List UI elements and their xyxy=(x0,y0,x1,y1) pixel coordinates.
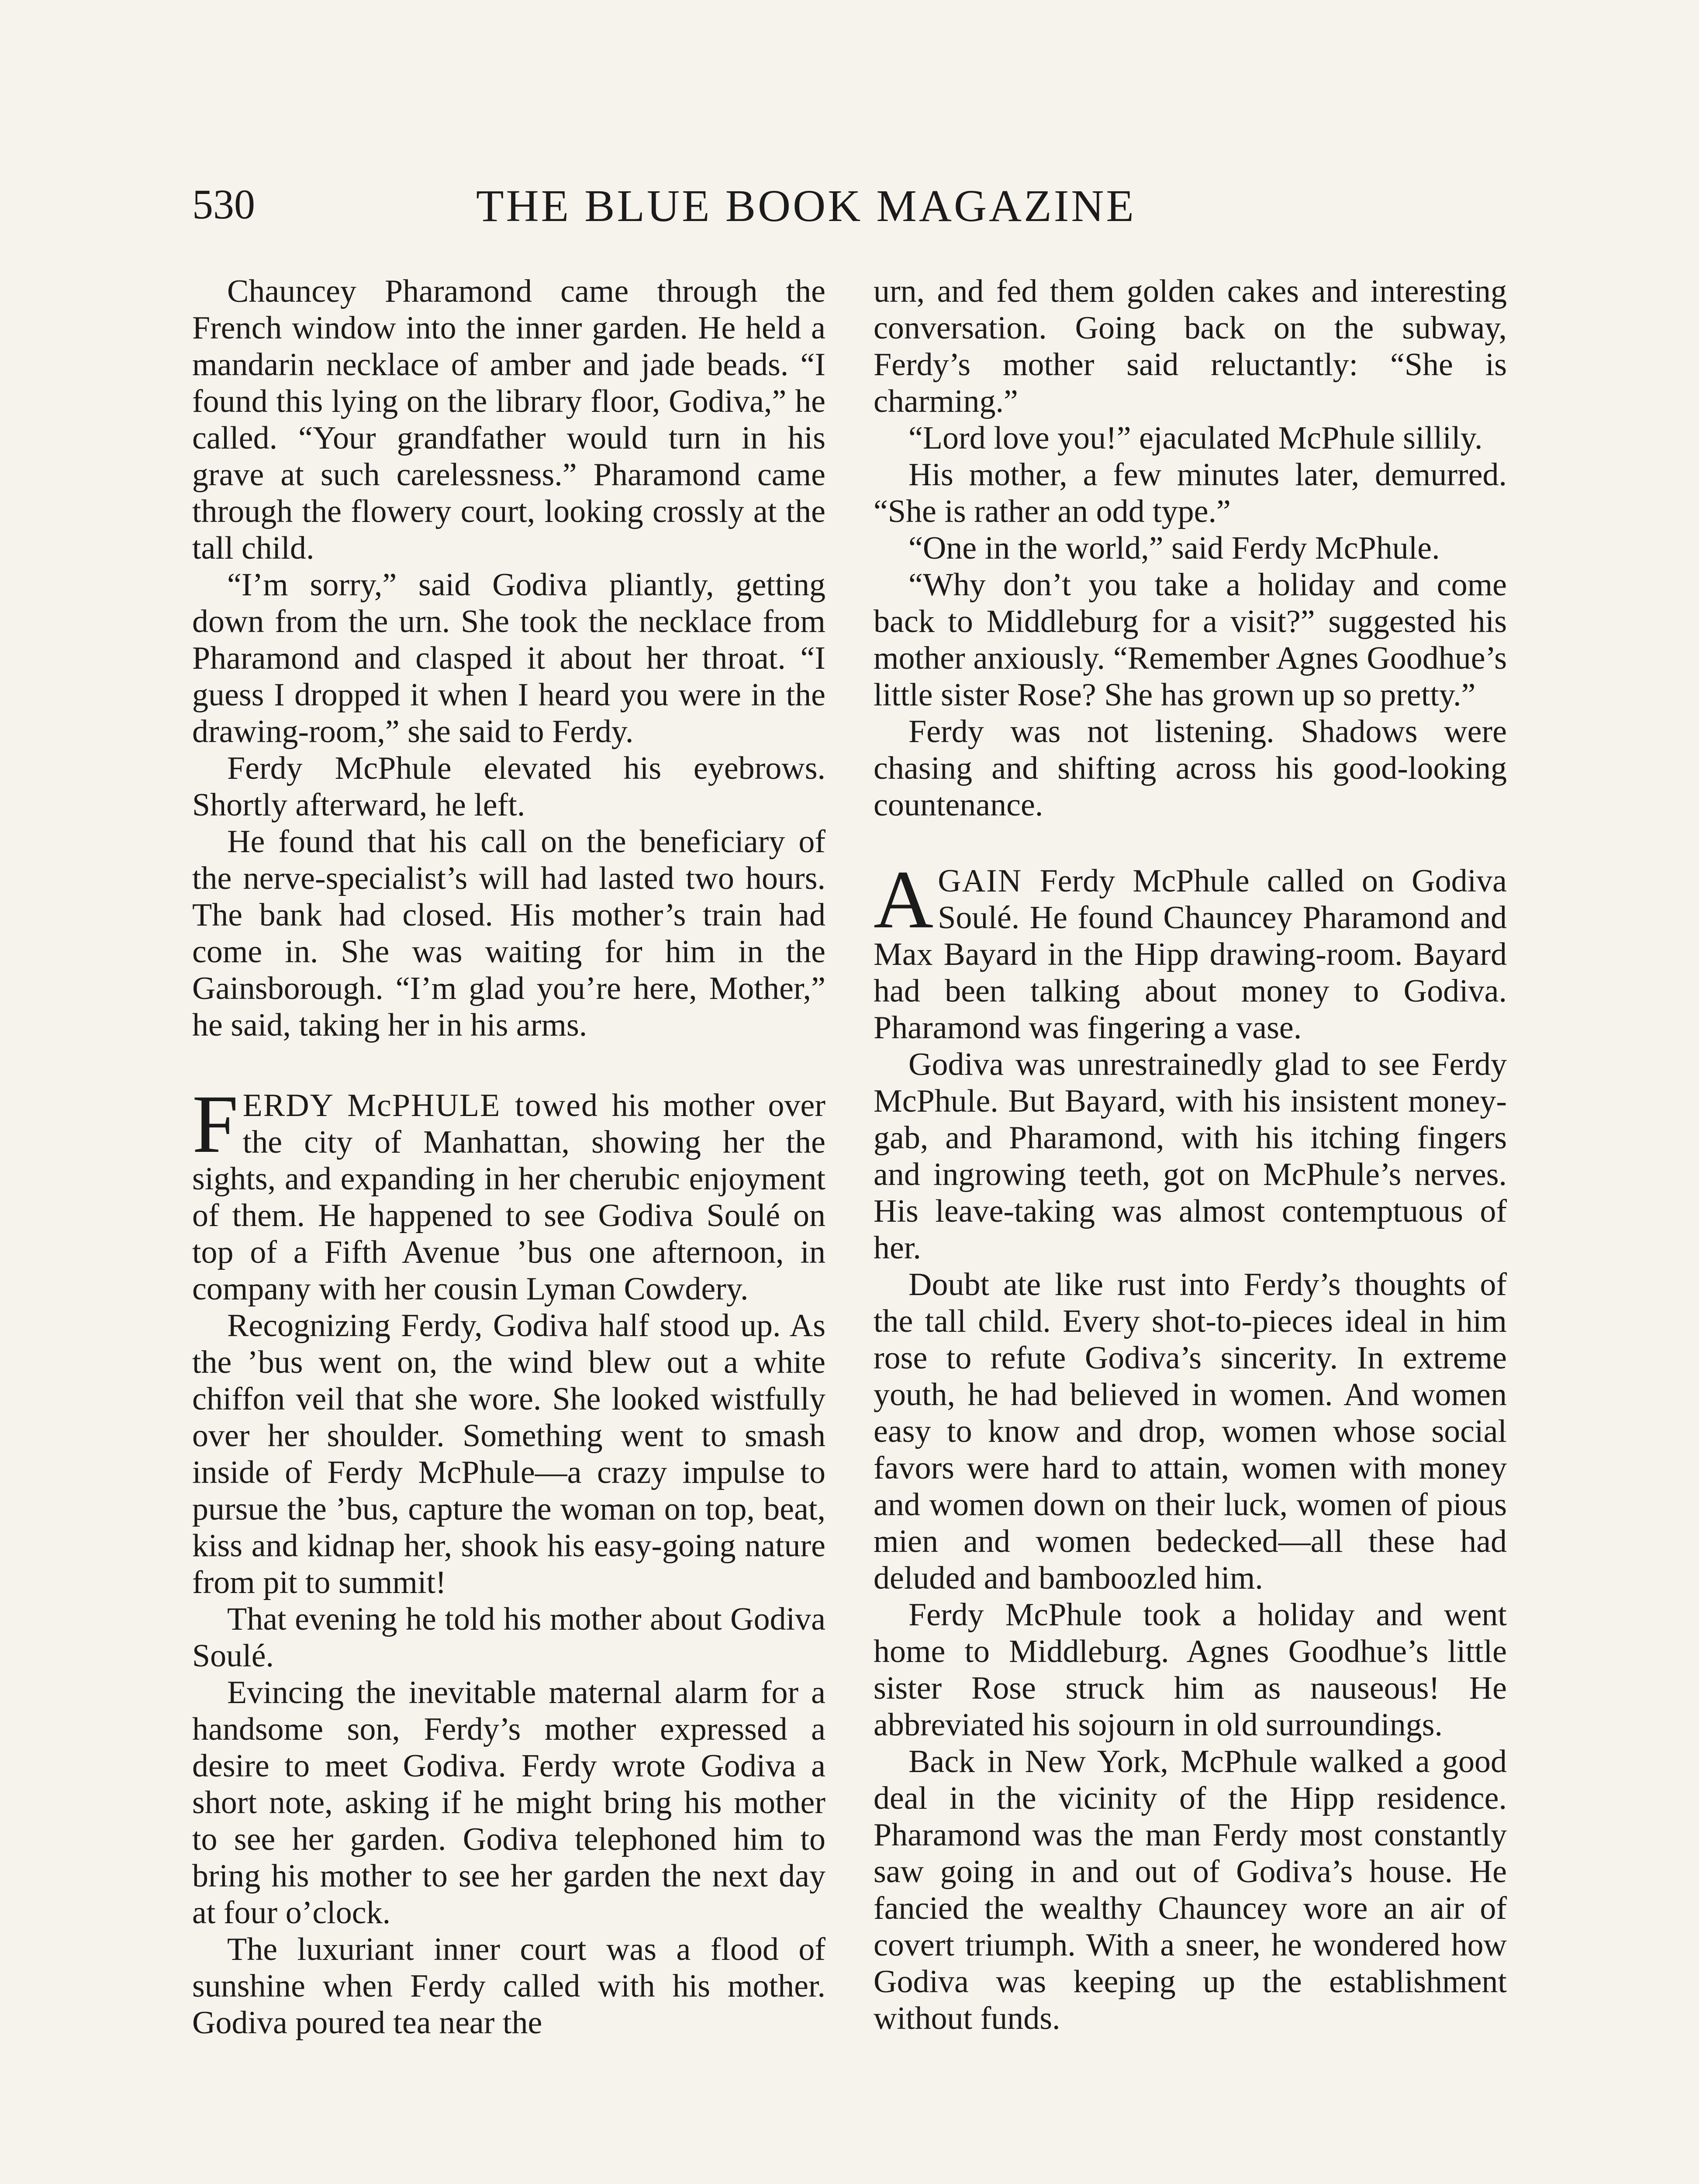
paragraph-text: his mother over the city of Manhattan, showing her the sights, and expanding in her cherubic enjoyment of them. He happened to see Godiva Soulé on top of a Fifth Avenue ’bus one afternoon, in company with her cousin Lyman Cowdery. xyxy=(192,1088,826,1307)
paragraph: “Why don’t you take a holiday and come back to Middleburg for a visit?” suggested his mother anxiously. “Remember Agnes Goodhue’s little sister Rose? She has grown up so pretty.” xyxy=(874,567,1507,713)
paragraph: “One in the world,” said Ferdy McPhule. xyxy=(908,530,1440,566)
paragraph: The luxuriant inner court was a flood of sunshine when Ferdy called with his mother. Godiva poured tea near the xyxy=(192,1932,825,2041)
paragraph: That evening he told his mother about Godiva Soulé. xyxy=(192,1601,825,1674)
page-header xyxy=(192,183,1258,253)
section-opening-paragraph xyxy=(192,1078,826,1307)
magazine-title: THE BLUE BOOK MAGAZINE xyxy=(476,181,1136,231)
drop-cap: A xyxy=(874,854,934,946)
paragraph: Back in New York, McPhule walked a good deal in the vicinity of the Hipp residence. Pharamond was the man Ferdy most constantly saw going in and out of Godiva’s house. He fancied the wealthy Chauncey wore an air of covert triumph. With a sneer, he wondered how Godiva was keeping up the establishment without funds. xyxy=(874,1744,1507,2036)
paragraph: Ferdy McPhule elevated his eyebrows. Shortly afterward, he left. xyxy=(192,750,825,823)
paragraph: Doubt ate like rust into Ferdy’s thoughts of the tall child. Every shot-to-pieces ideal in him rose to refute Godiva’s sincerity. In extreme youth, he had believed in women. And women easy to know and drop, women whose social favors were hard to attain, women with money and women down on their luck, women of pious mien and women bedecked—all these had deluded and bamboozled him. xyxy=(874,1267,1507,1596)
paragraph: “I’m sorry,” said Godiva pliantly, getting down from the urn. She took the necklace from Pharamond and clasped it about her throat. “I guess I dropped it when I heard you were in the drawing-room,” she said to Ferdy. xyxy=(192,567,825,750)
paragraph-text: Ferdy McPhule called on Godiva Soulé. He found Chauncey Pharamond and Max Bayard in the Hipp drawing-room. Bayard had been talking about money to Godiva. Pharamond was fingering a vase. xyxy=(874,863,1507,1046)
paragraph: “Lord love you!” ejaculated McPhule sillily. xyxy=(908,420,1483,456)
paragraph: Godiva was unrestrainedly glad to see Ferdy McPhule. But Bayard, with his insistent money-gab, and Pharamond, with his itching fingers and ingrowing teeth, got on McPhule’s nerves. His leave-taking was almost contemptuous of her. xyxy=(874,1047,1507,1266)
section-lead-in: GAIN xyxy=(938,863,1022,899)
section-opening-paragraph xyxy=(874,854,1507,1046)
drop-cap: F xyxy=(192,1078,238,1170)
paragraph: urn, and fed them golden cakes and interesting conversation. Going back on the subway, Ferdy’s mother said reluctantly: “She is charming.” xyxy=(874,273,1507,419)
right-column xyxy=(874,273,1507,2037)
paragraph: He found that his call on the beneficiary of the nerve-specialist’s will had lasted two hours. The bank had closed. His mother’s train had come in. She was waiting for him in the Gainsborough. “I’m glad you’re here, Mother,” he said, taking her in his arms. xyxy=(192,824,825,1043)
paragraph: Ferdy was not listening. Shadows were chasing and shifting across his good-looking countenance. xyxy=(874,714,1507,823)
left-column xyxy=(192,273,825,2041)
paragraph: Chauncey Pharamond came through the French window into the inner garden. He held a mandarin necklace of amber and jade beads. “I found this lying on the library floor, Godiva,” he called. “Your grandfather would turn in his grave at such carelessness.” Pharamond came through the flowery court, looking crossly at the tall child. xyxy=(192,273,825,566)
paragraph: His mother, a few minutes later, demurred. “She is rather an odd type.” xyxy=(874,457,1507,529)
page-number: 530 xyxy=(192,181,255,228)
paragraph: Ferdy McPhule took a holiday and went home to Middleburg. Agnes Goodhue’s little sister Rose struck him as nauseous! He abbreviated his sojourn in old surroundings. xyxy=(874,1597,1507,1743)
paragraph: Evincing the inevitable maternal alarm for a handsome son, Ferdy’s mother expressed a desire to meet Godiva. Ferdy wrote Godiva a short note, asking if he might bring his mother to see her garden. Godiva telephoned him to bring his mother to see her garden the next day at four o’clock. xyxy=(192,1675,825,1931)
section-lead-in: ERDY McPHULE towed xyxy=(242,1088,598,1123)
paragraph: Recognizing Ferdy, Godiva half stood up. As the ’bus went on, the wind blew out a white chiffon veil that she wore. She looked wistfully over her shoulder. Something went to smash inside of Ferdy McPhule—a crazy impulse to pursue the ’bus, capture the woman on top, beat, kiss and kidnap her, shook his easy-going nature from pit to summit! xyxy=(192,1308,825,1600)
